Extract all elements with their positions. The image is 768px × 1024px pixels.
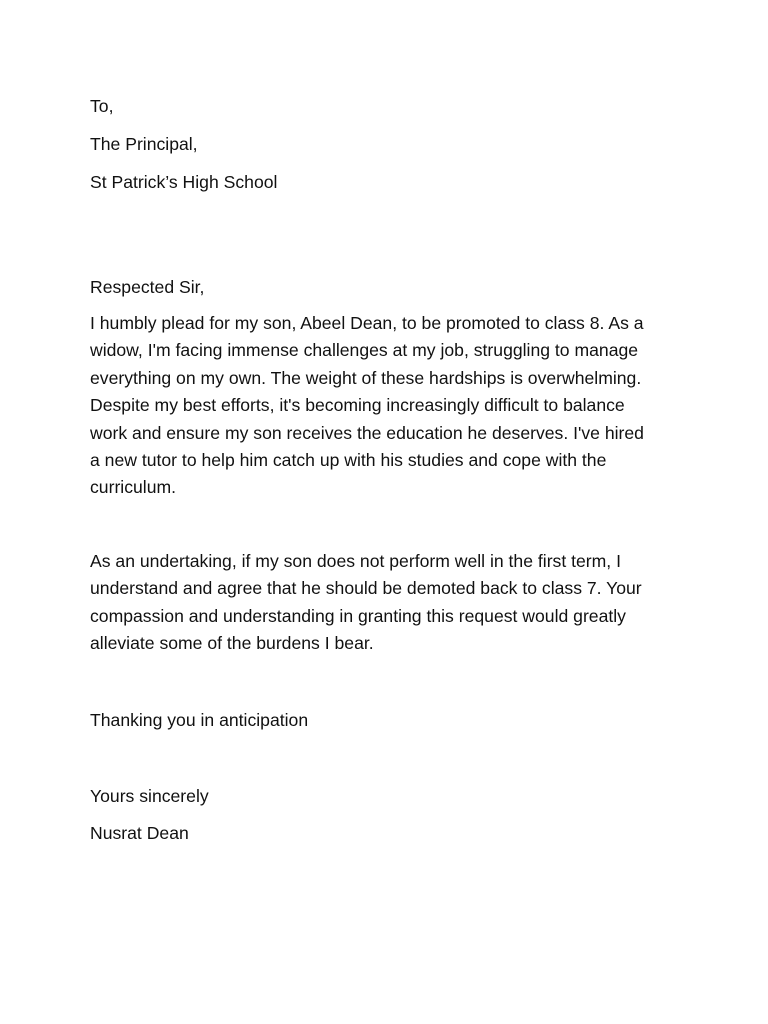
paragraph-line: Despite my best efforts, it's becoming increasingly difficult to balance <box>90 395 625 416</box>
paragraph-line: alleviate some of the burdens I bear. <box>90 633 374 654</box>
address-recipient: The Principal, <box>90 134 198 154</box>
paragraph-line: a new tutor to help him catch up with his studies and cope with the <box>90 450 607 471</box>
signature-name: Nusrat Dean <box>90 823 189 843</box>
salutation: Respected Sir, <box>90 277 205 297</box>
paragraph-line: everything on my own. The weight of these hardships is overwhelming. <box>90 367 642 388</box>
paragraph-line: compassion and understanding in granting this request would greatly <box>90 605 626 626</box>
paragraph-line: curriculum. <box>90 477 177 498</box>
thanks-line: Thanking you in anticipation <box>90 710 309 730</box>
paragraph-line: As an undertaking, if my son does not perform well in the first term, I <box>90 551 621 571</box>
body-paragraph-1 <box>90 310 690 502</box>
paragraph-line: widow, I'm facing immense challenges at my job, struggling to manage <box>90 340 639 361</box>
body-paragraph-2 <box>90 548 690 658</box>
paragraph-line: understand and agree that he should be demoted back to class 7. Your <box>90 578 642 599</box>
paragraph-line: I humbly plead for my son, Abeel Dean, to be promoted to class 8. As a <box>90 313 644 333</box>
address-school: St Patrick’s High School <box>90 172 278 192</box>
valediction: Yours sincerely <box>90 786 209 806</box>
address-to: To, <box>90 96 114 116</box>
paragraph-line: work and ensure my son receives the education he deserves. I've hired <box>90 422 644 443</box>
